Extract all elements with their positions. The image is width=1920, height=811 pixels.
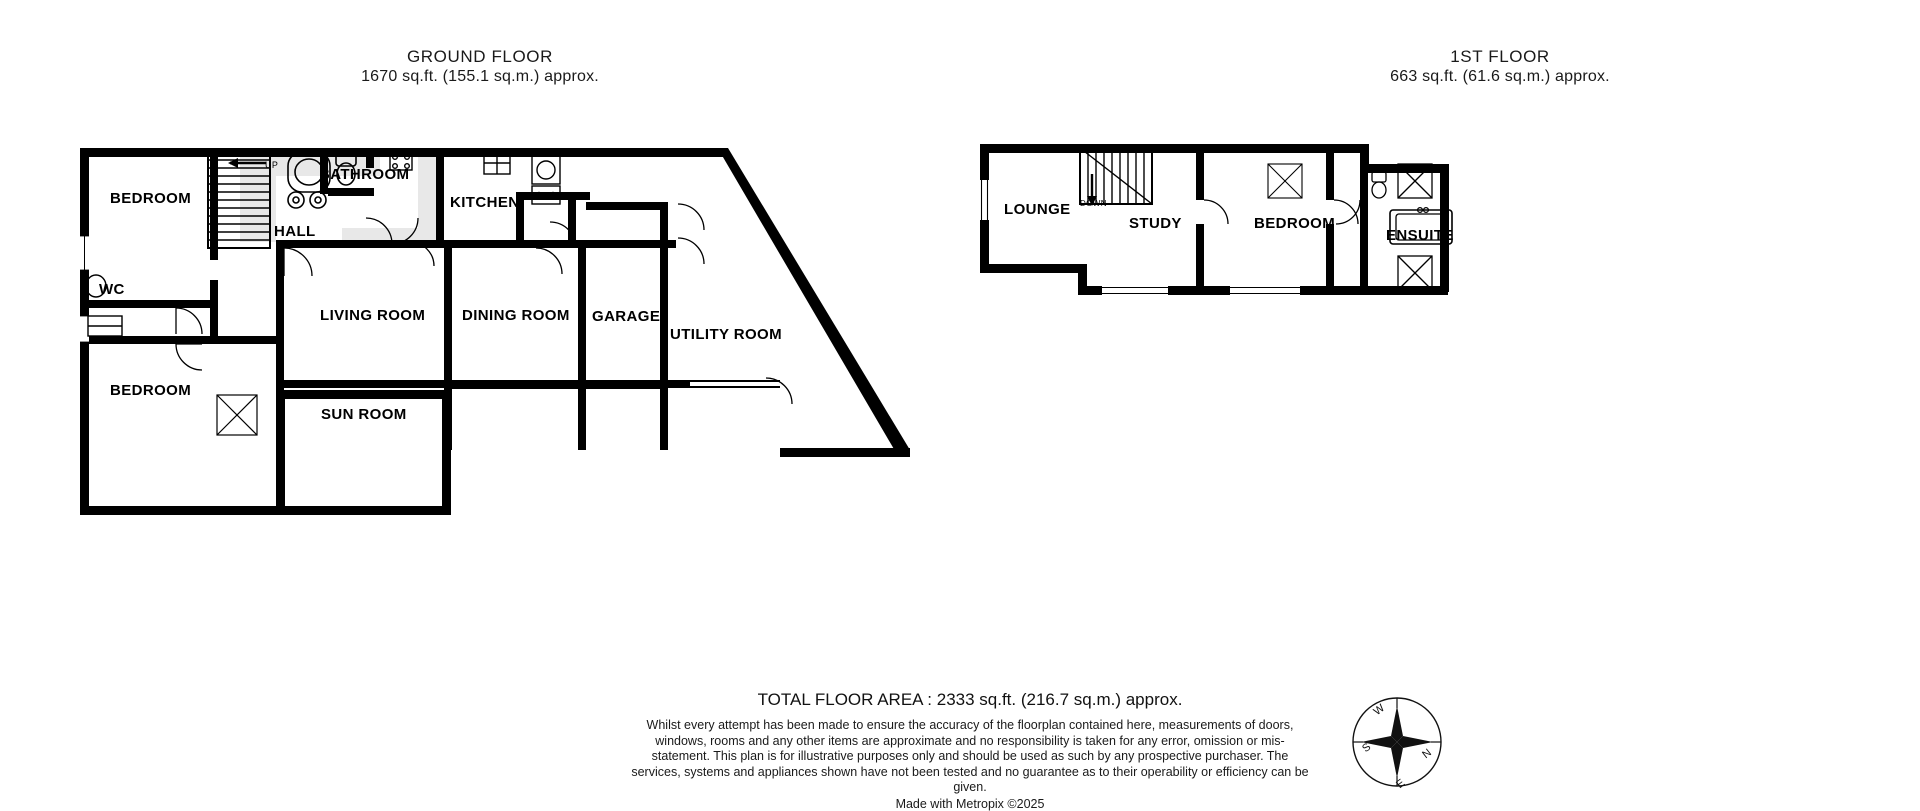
room-label-living-room: LIVING ROOM (320, 307, 426, 324)
compass-rose (1345, 690, 1449, 794)
ground-floor-plan (80, 130, 1060, 570)
room-label-lounge: LOUNGE (1004, 201, 1071, 218)
room-label-kitchen: KITCHEN (450, 194, 520, 211)
ground-floor-area: 1670 sq.ft. (155.1 sq.m.) approx. (361, 68, 599, 85)
room-label-utility-room: UTILITY ROOM (670, 326, 783, 343)
compass-letter-south: S (1360, 741, 1374, 755)
first-floor-title (1350, 47, 1650, 86)
total-floor-area: TOTAL FLOOR AREA : 2333 sq.ft. (216.7 sq.m.) approx. (757, 690, 1183, 709)
room-label-garage: GARAGE (592, 308, 661, 325)
room-label-bedroom-first: BEDROOM (1254, 215, 1336, 232)
room-label-bedroom-rear: BEDROOM (110, 382, 192, 399)
room-label-study: STUDY (1129, 215, 1182, 232)
compass-letter-east: E (1394, 777, 1408, 791)
ground-floor-title-text: GROUND FLOOR (406, 47, 554, 66)
made-with-text: Made with Metropix ©2025 (895, 797, 1045, 811)
room-label-sun-room: SUN ROOM (321, 406, 407, 423)
first-floor-area: 663 sq.ft. (61.6 sq.m.) approx. (1390, 68, 1610, 85)
disclaimer-text: Whilst every attempt has been made to ensure the accuracy of the floorplan contained here, measurements of doors, windows, rooms and any other items are approximate and no responsibility is taken for any error, omission or mis-statement. This plan is for illustrative purposes only and should be used as such by any prospective purchaser. The services, systems and appliances shown have not been tested and no guarantee as to their operability or efficiency can be given. (631, 718, 1309, 794)
room-label-ensuite: ENSUITE (1386, 227, 1454, 244)
tile-marker (217, 395, 257, 435)
compass-letter-north: N (1420, 746, 1434, 762)
first-stairs (1080, 148, 1152, 206)
room-label-bathroom: BATHROOM (319, 166, 410, 183)
room-label-bedroom-front: BEDROOM (110, 190, 192, 207)
room-label-dining-room: DINING ROOM (462, 307, 570, 324)
first-floor-title-text: 1ST FLOOR (1450, 47, 1550, 66)
room-label-wc: WC (99, 281, 125, 298)
ground-floor-title (330, 47, 630, 86)
first-floor-plan (980, 140, 1500, 310)
stair-up-label: UP (265, 160, 279, 170)
compass-letter-west: W (1371, 702, 1387, 718)
stair-down-label: DOWN (1080, 199, 1107, 208)
room-label-hall: HALL (274, 223, 316, 240)
